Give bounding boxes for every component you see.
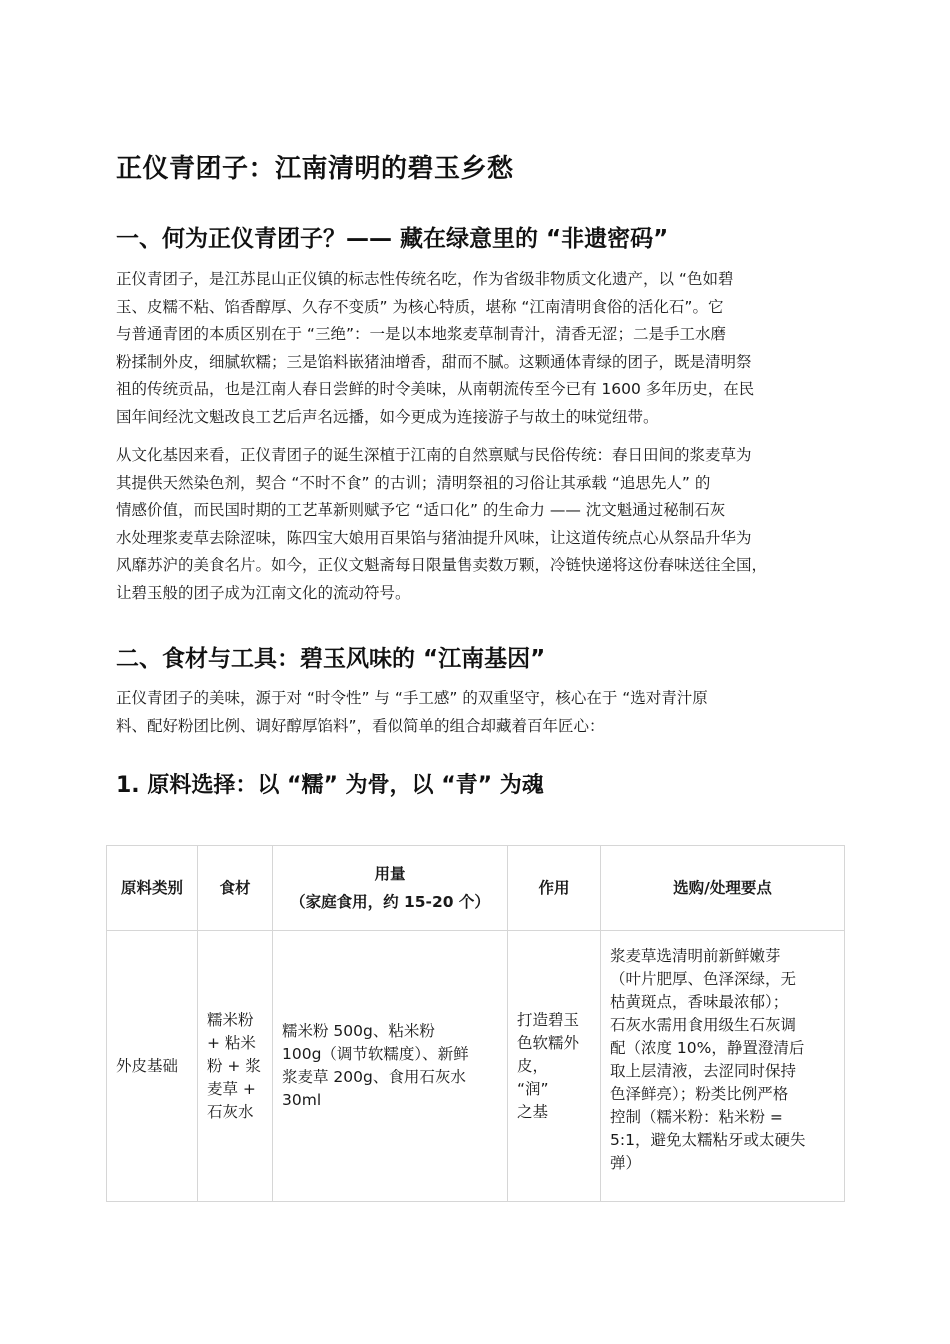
document-title: 正仪青团子：江南清明的碧玉乡愁 (116, 154, 514, 184)
text-line: 从文化基因来看，正仪青团子的诞生深植于江南的自然禀赋与民俗传统：春日田间的浆麦草为 (116, 446, 752, 464)
text-line: 正仪青团子，是江苏昆山正仪镇的标志性传统名吃，作为省级非物质文化遗产，以 “色如碧 (116, 270, 734, 288)
text-line: 正仪青团子的美味，源于对 “时令性” 与 “手工感” 的双重坚守，核心在于 “选对青汁原 (116, 689, 708, 707)
cell-line: + 粘米 (207, 1033, 256, 1052)
cell-line: 糯米粉 (207, 1010, 254, 1029)
cell-ingredient (198, 931, 273, 1202)
cell-line: 色泽鲜亮）；粉类比例严格 (610, 1085, 789, 1103)
ingredients-table (106, 845, 845, 1202)
cell-line: 打造碧玉 (517, 1010, 580, 1029)
cell-line: 100g（调节软糯度）、新鲜 (282, 1045, 469, 1063)
cell-line: 色软糯外 (517, 1033, 580, 1052)
cell-line: 石灰水需用食用级生石灰调 (610, 1016, 797, 1034)
cell-function (508, 931, 601, 1202)
header-amount-note: （家庭食用，约 15-20 个） (290, 893, 490, 911)
cell-amount (273, 931, 508, 1202)
table-header-row (107, 846, 845, 931)
section-heading-2: 二、食材与工具：碧玉风味的 “江南基因” (116, 646, 546, 672)
text-line: 其提供天然染色剂，契合 “不时不食” 的古训；清明祭祖的习俗让其承载 “追思先人” 的 (116, 473, 711, 492)
cell-line: 皮， (517, 1056, 549, 1075)
header-tips: 选购/处理要点 (601, 846, 845, 931)
section-1-paragraph-1 (116, 266, 846, 431)
text-line: 情感价值，而民国时期的工艺革新则赋予它 “适口化” 的生命力 —— 沈文魁通过秘制石灰 (116, 501, 726, 519)
cell-line: 糯米粉 500g、粘米粉 (282, 1022, 435, 1040)
cell-line: 麦草 + (207, 1079, 256, 1098)
text-line: 让碧玉般的团子成为江南文化的流动符号。 (116, 583, 411, 602)
header-category: 原料类别 (107, 846, 198, 931)
section-heading-1: 一、何为正仪青团子？—— 藏在绿意里的 “非遗密码” (116, 226, 669, 252)
section-1-paragraph-2 (116, 442, 846, 607)
cell-line: 30ml (282, 1091, 322, 1109)
header-amount-title: 用量 (374, 865, 406, 883)
cell-tips (601, 931, 845, 1202)
cell-line: 配（浓度 10%，静置澄清后 (610, 1039, 805, 1057)
text-line: 与普通青团的本质区别在于 “三绝”：一是以本地浆麦草制青汁，清香无涩；二是手工水磨 (116, 325, 726, 343)
text-line: 风靡苏沪的美食名片。如今，正仪文魁斋每日限量售卖数万颗，冷链快递将这份春味送往全国， (116, 556, 768, 574)
header-ingredient: 食材 (198, 846, 273, 931)
cell-line: 5:1，避免太糯粘牙或太硬失 (610, 1131, 806, 1149)
text-line: 料、配好粉团比例、调好醇厚馅料”，看似简单的组合却藏着百年匠心： (116, 716, 605, 735)
cell-line: 之基 (517, 1102, 549, 1121)
cell-line: 浆麦草 200g、食用石灰水 (282, 1068, 466, 1086)
section-2-paragraph-1 (116, 685, 846, 740)
cell-line: 弹） (610, 1154, 642, 1172)
text-line: 玉、皮糯不粘、馅香醇厚、久存不变质” 为核心特质，堪称 “江南清明食俗的活化石”。它 (116, 297, 724, 316)
cell-line: 石灰水 (207, 1102, 254, 1121)
cell-line: 浆麦草选清明前新鲜嫩芽 (610, 947, 781, 965)
cell-line: 取上层清液，去涩同时保持 (610, 1062, 797, 1080)
cell-line: 控制（糯米粉：粘米粉 = (610, 1108, 783, 1126)
text-line: 国年间经沈文魁改良工艺后声名远播，如今更成为连接游子与故土的味觉纽带。 (116, 407, 659, 426)
subsection-heading-1: 1. 原料选择：以 “糯” 为骨，以 “青” 为魂 (116, 773, 544, 798)
text-line: 祖的传统贡品，也是江南人春日尝鲜的时令美味，从南朝流传至今已有 1600 多年历史，在民 (116, 380, 755, 398)
header-amount (273, 846, 508, 931)
header-function: 作用 (508, 846, 601, 931)
text-line: 水处理浆麦草去除涩味，陈四宝大娘用百果馅与猪油提升风味，让这道传统点心从祭品升华为 (116, 528, 752, 547)
cell-line: 粉 + 浆 (207, 1056, 261, 1075)
text-line: 粉揉制外皮，细腻软糯；三是馅料嵌猪油增香，甜而不腻。这颗通体青绿的团子，既是清明祭 (116, 352, 752, 371)
cell-line: （叶片肥厚、色泽深绿，无 (610, 970, 797, 988)
table-row (107, 931, 845, 1202)
cell-category: 外皮基础 (107, 931, 198, 1202)
cell-line: “润” (517, 1079, 549, 1098)
cell-line: 枯黄斑点，香味最浓郁）； (610, 993, 789, 1011)
